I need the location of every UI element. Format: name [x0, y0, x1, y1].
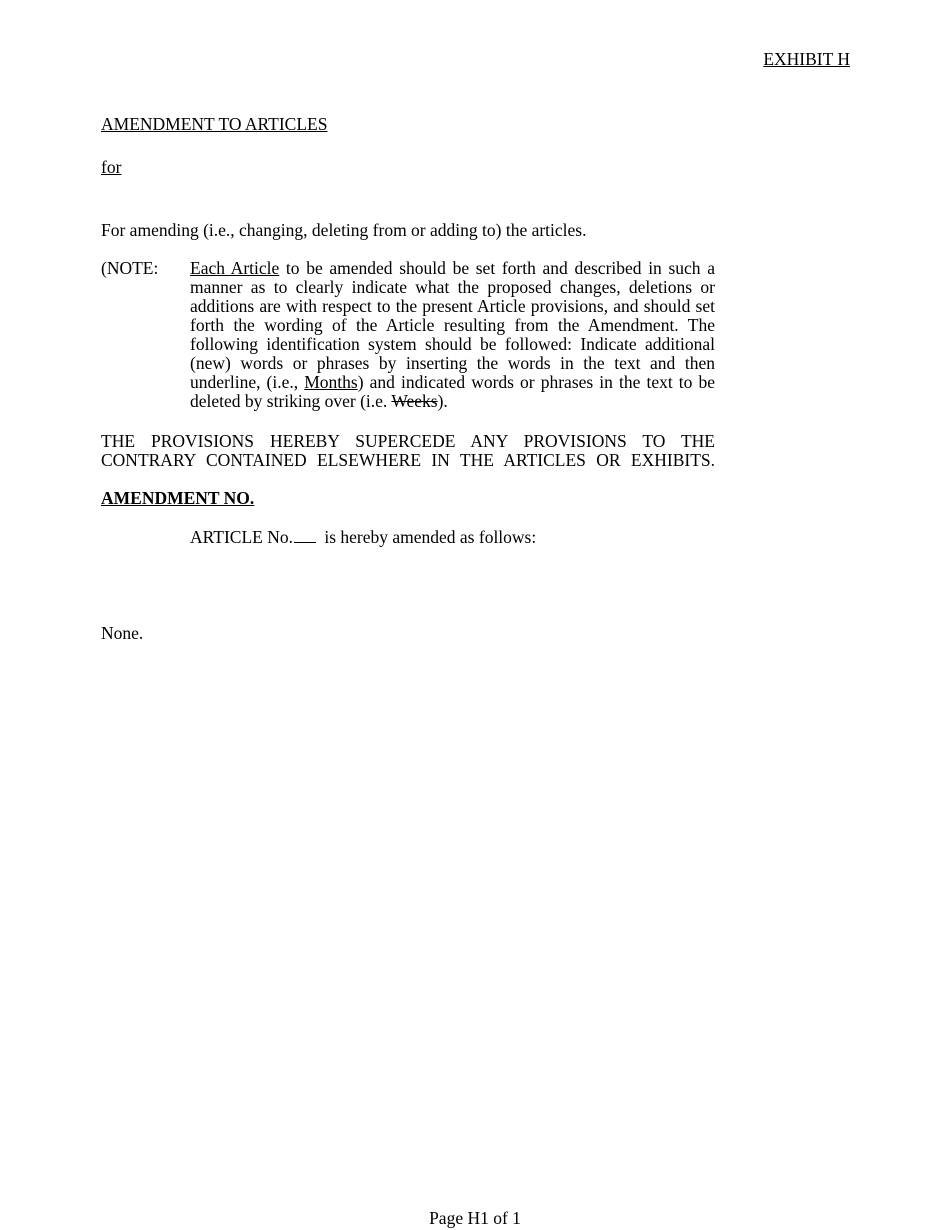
article-prefix: ARTICLE No. — [190, 527, 293, 547]
note-example-added: Months — [304, 372, 358, 392]
article-number-blank[interactable] — [294, 528, 316, 543]
intro-paragraph: For amending (i.e., changing, deleting from or adding to) the articles. — [101, 220, 587, 240]
provisions-statement — [101, 432, 715, 470]
exhibit-label: EXHIBIT H — [763, 49, 850, 69]
provisions-line-1: THE PROVISIONS HEREBY SUPERCEDE ANY PROVISIONS TO THE — [101, 431, 715, 451]
note-text-part3: ). — [437, 391, 448, 411]
amendment-body-text: None. — [101, 623, 144, 643]
provisions-line-2: CONTRARY CONTAINED ELSEWHERE IN THE ARTICLES OR EXHIBITS. — [101, 450, 715, 470]
note-text-part2: ) and indicated words or phrases in the text to be deleted by striking over (i.e. — [190, 372, 715, 411]
article-suffix: is hereby amended as follows: — [319, 527, 537, 547]
for-label: for — [101, 157, 122, 177]
document-title: AMENDMENT TO ARTICLES — [101, 114, 328, 134]
note-lead-underlined: Each Article — [190, 258, 280, 278]
page-footer: Page H1 of 1 — [429, 1208, 521, 1228]
note-text-part1: to be amended should be set forth and described in such a manner as to clearly indicate what the proposed changes, deletions or additions are with respect to the present Article provisions, and should set forth the wording of the Article resulting from the Amendment. The following identification system should be followed: Indicate additional (new) words or phrases by inserting the words in the text and then underline, (i.e., — [190, 258, 715, 392]
article-line — [190, 528, 536, 547]
note-label: (NOTE: — [101, 258, 159, 278]
amendment-heading: AMENDMENT NO. — [101, 488, 255, 508]
note-example-deleted: Weeks — [391, 391, 438, 411]
note-body — [190, 259, 715, 411]
